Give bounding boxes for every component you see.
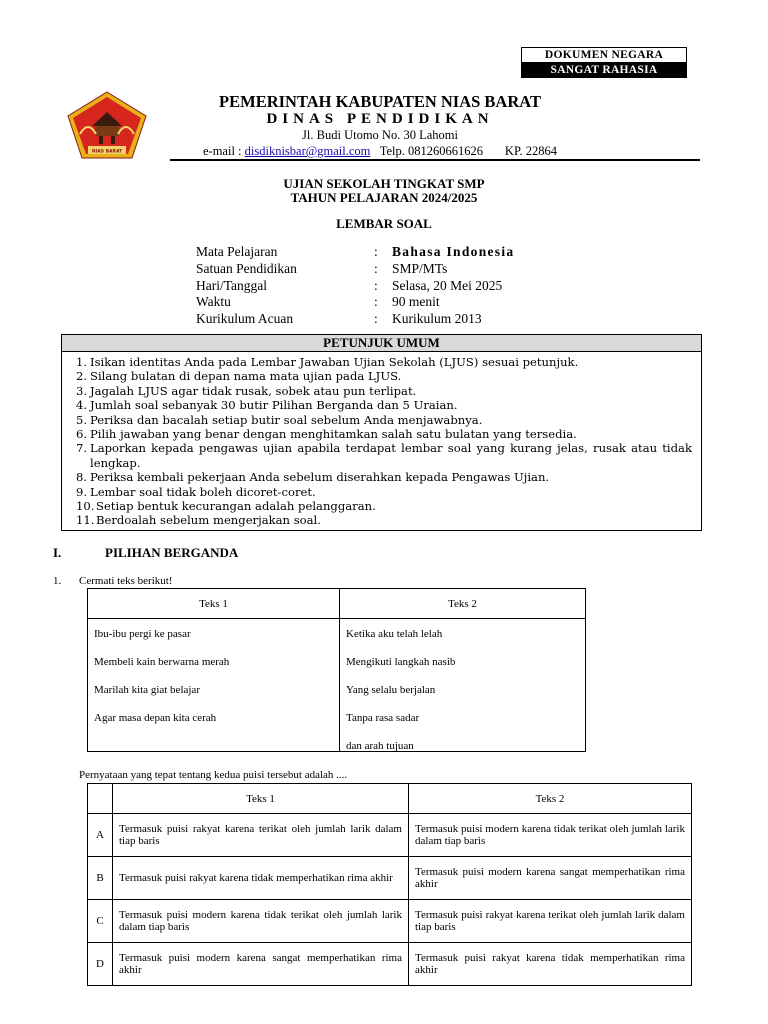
- instruction-item: 6. Pilih jawaban yang benar dengan menghitamkan salah satu bulatan yang tersedia.: [76, 427, 577, 442]
- general-instructions-box: [61, 334, 702, 531]
- instruction-item: 9. Lembar soal tidak boleh dicoret-coret.: [76, 484, 316, 499]
- meta-row: [196, 244, 514, 261]
- option-text-2: Termasuk puisi rakyat karena tidak memperhatikan rima akhir: [409, 943, 692, 986]
- exam-title: UJIAN SEKOLAH TINGKAT SMP: [283, 176, 485, 191]
- option-letter: B: [88, 857, 113, 900]
- logo-text: NIAS BARAT: [91, 149, 123, 155]
- section-title: [53, 545, 238, 561]
- email-label: e-mail :: [202, 144, 245, 158]
- instruction-item: 8. Periksa kembali pekerjaan Anda sebelum diserahkan kepada Pengawas Ujian.: [76, 470, 550, 485]
- options-header-row: [88, 784, 692, 814]
- option-text-2: Termasuk puisi modern karena tidak terikat oleh jumlah larik dalam tiap baris: [409, 814, 692, 857]
- instruction-item: 3. Jagalah LJUS agar tidak rusak, sobek atau pun terlipat.: [76, 383, 417, 398]
- poem-col-header: Teks 2: [340, 589, 586, 619]
- poem-header-row: [88, 589, 586, 619]
- answer-option-d[interactable]: [88, 943, 692, 986]
- poem-line: Mengikuti langkah nasib: [346, 656, 456, 668]
- meta-value: SMP/MTs: [392, 260, 448, 276]
- meta-colon: :: [374, 244, 378, 259]
- instruction-item: 2. Silang bulatan di depan nama mata ujian pada LJUS.: [76, 369, 402, 384]
- government-name: PEMERINTAH KABUPATEN NIAS BARAT: [219, 92, 541, 111]
- option-text-1: Termasuk puisi rakyat karena terikat oleh jumlah larik dalam tiap baris: [113, 814, 409, 857]
- poem-line: Marilah kita giat belajar: [94, 684, 200, 696]
- option-text-1: Termasuk puisi modern karena tidak terikat oleh jumlah larik dalam tiap baris: [113, 900, 409, 943]
- instructions-list: [62, 352, 701, 530]
- meta-colon: :: [374, 294, 378, 310]
- instruction-item: 5. Periksa dan bacalah setiap butir soal sebelum Anda menjawabnya.: [76, 412, 483, 427]
- answer-options-table: [87, 783, 692, 986]
- meta-value: Selasa, 20 Mei 2025: [392, 277, 503, 293]
- poem-text-1: [88, 619, 340, 752]
- meta-value: Kurikulum 2013: [392, 311, 482, 327]
- poem-line: Ibu-ibu pergi ke pasar: [94, 628, 191, 640]
- phone: Telp. 081260661626: [379, 144, 484, 158]
- letterhead-divider: [170, 159, 700, 161]
- options-col-header: Teks 1: [113, 784, 409, 814]
- meta-colon: :: [374, 277, 378, 293]
- instruction-item: 1. Isikan identitas Anda pada Lembar Jawaban Ujian Sekolah (LJUS) sesuai petunjuk.: [76, 355, 579, 369]
- exam-year: TAHUN PELAJARAN 2024/2025: [290, 190, 478, 205]
- poem-line: Membeli kain berwarna merah: [94, 656, 230, 668]
- poem-col-header: Teks 1: [88, 589, 340, 619]
- meta-label: Hari/Tanggal: [196, 277, 268, 293]
- option-text-2: Termasuk puisi modern karena sangat memperhatikan rima akhir: [409, 857, 692, 900]
- instruction-item: 4. Jumlah soal sebanyak 30 butir Pilihan Berganda dan 5 Uraian.: [76, 398, 458, 413]
- poem-line: Yang selalu berjalan: [346, 684, 436, 696]
- meta-colon: :: [374, 260, 378, 276]
- stamp-line-2: SANGAT RAHASIA: [521, 63, 687, 78]
- meta-row: [196, 261, 514, 278]
- email-link[interactable]: disdiknisbar@gmail.com: [244, 144, 371, 158]
- option-letter: C: [88, 900, 113, 943]
- regency-logo: [66, 90, 148, 160]
- meta-row: [196, 278, 514, 295]
- meta-row: [196, 311, 514, 328]
- option-letter: A: [88, 814, 113, 857]
- meta-value: 90 menit: [392, 294, 440, 310]
- meta-label: Kurikulum Acuan: [196, 311, 294, 327]
- poem-line: Ketika aku telah lelah: [346, 628, 443, 640]
- answer-option-b[interactable]: [88, 857, 692, 900]
- document-classification-stamp: [521, 47, 687, 78]
- question-1-intro: [53, 575, 172, 587]
- meta-value: Bahasa Indonesia: [392, 244, 515, 259]
- question-stem: Cermati teks berikut!: [79, 575, 173, 587]
- option-text-1: Termasuk puisi rakyat karena tidak memperhatikan rima akhir: [113, 857, 409, 900]
- department-name: DINAS PENDIDIKAN: [266, 111, 494, 127]
- poem-line: dan arah tujuan: [346, 740, 414, 752]
- question-prompt: Pernyataan yang tepat tentang kedua puisi tersebut adalah ....: [79, 769, 348, 781]
- meta-row: [196, 294, 514, 311]
- section-name: PILIHAN BERGANDA: [105, 545, 239, 560]
- poem-text-2: [340, 619, 586, 752]
- instructions-title: PETUNJUK UMUM: [62, 335, 701, 352]
- meta-label: Waktu: [196, 294, 231, 310]
- instruction-item: 11. Berdoalah sebelum mengerjakan soal.: [76, 513, 321, 528]
- poem-body-row: [88, 619, 586, 752]
- option-text-2: Termasuk puisi rakyat karena terikat oleh jumlah larik dalam tiap baris: [409, 900, 692, 943]
- postal-code: KP. 22864: [504, 144, 558, 158]
- meta-label: Mata Pelajaran: [196, 244, 278, 259]
- answer-option-a[interactable]: [88, 814, 692, 857]
- exam-meta: [196, 244, 514, 328]
- meta-colon: :: [374, 311, 378, 327]
- section-number: I.: [53, 545, 62, 560]
- stamp-line-1: DOKUMEN NEGARA: [521, 47, 687, 63]
- sheet-title: LEMBAR SOAL: [336, 216, 432, 231]
- address: Jl. Budi Utomo No. 30 Lahomi: [302, 128, 458, 142]
- option-text-1: Termasuk puisi modern karena sangat memperhatikan rima akhir: [113, 943, 409, 986]
- option-letter: D: [88, 943, 113, 986]
- options-header-blank: [88, 784, 113, 814]
- answer-option-c[interactable]: [88, 900, 692, 943]
- instruction-item: 10. Setiap bentuk kecurangan adalah pelanggaran.: [76, 499, 376, 514]
- poem-line: Tanpa rasa sadar: [346, 712, 420, 724]
- contact-line: [150, 144, 610, 159]
- poem-table: [87, 588, 586, 752]
- poem-line: Agar masa depan kita cerah: [94, 712, 217, 724]
- question-number: 1.: [53, 575, 62, 587]
- meta-label: Satuan Pendidikan: [196, 260, 297, 276]
- instruction-item: 7. Laporkan kepada pengawas ujian apabila terdapat lembar soal yang kurang jelas, rusak atau tidak lengkap.: [76, 441, 692, 470]
- options-col-header: Teks 2: [409, 784, 692, 814]
